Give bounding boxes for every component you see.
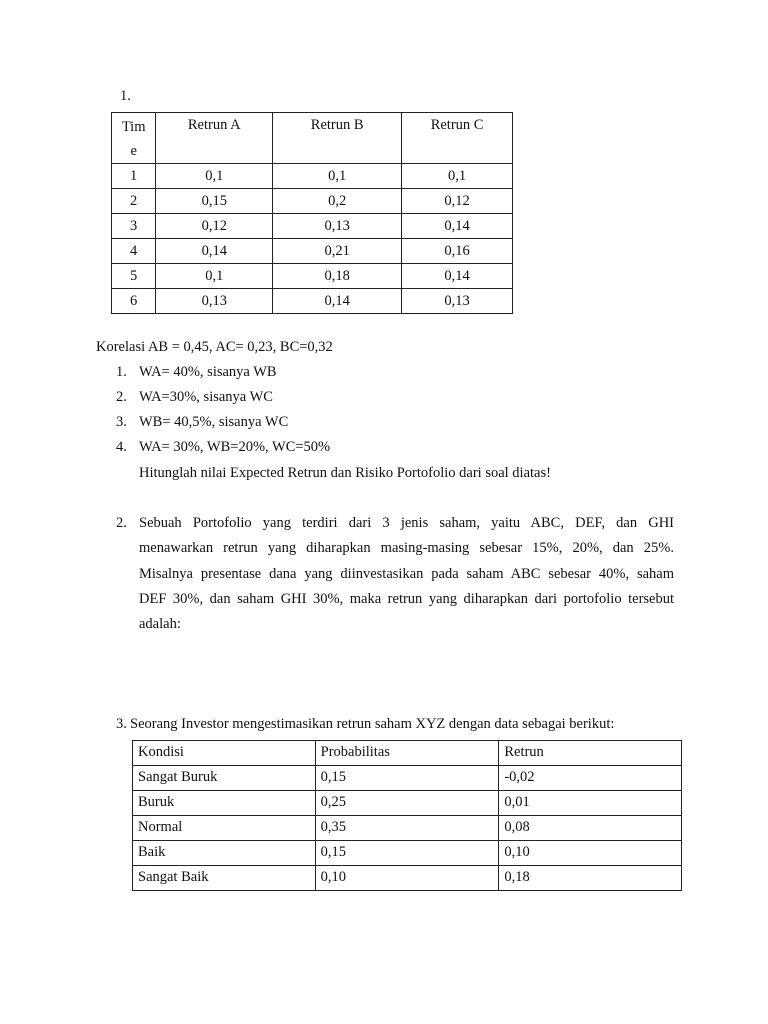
cell-condition: Normal [133, 816, 316, 841]
list-item-text: WA= 30%, WB=20%, WC=50% [139, 439, 331, 455]
cell-return-a: 0,15 [156, 189, 273, 214]
problem-1-number: 1. [120, 88, 131, 104]
cell-return-c: 0,14 [402, 264, 513, 289]
table-row [112, 239, 513, 264]
header-time [112, 113, 156, 164]
table-row [133, 791, 682, 816]
cell-return-c: 0,12 [402, 189, 513, 214]
problem-2-line: DEF 30%, dan saham GHI 30%, maka retrun yang diharapkan dari portofolio tersebut [139, 591, 674, 607]
list-item-number: 1. [116, 364, 127, 380]
table-header-row [133, 741, 682, 766]
table-row [133, 841, 682, 866]
scenario-table [132, 740, 682, 891]
cell-time: 2 [112, 189, 156, 214]
header-return: Retrun [499, 741, 682, 766]
cell-probability: 0,15 [315, 841, 499, 866]
cell-probability: 0,15 [315, 766, 499, 791]
header-return-a: Retrun A [156, 113, 273, 164]
header-probability: Probabilitas [315, 741, 499, 766]
table-row [112, 214, 513, 239]
problem-2-number: 2. [116, 515, 127, 531]
table-row [112, 189, 513, 214]
table-header-row [112, 113, 513, 164]
cell-condition: Buruk [133, 791, 316, 816]
cell-return-b: 0,18 [273, 264, 402, 289]
cell-probability: 0,35 [315, 816, 499, 841]
list-item-text: WA= 40%, sisanya WB [139, 364, 277, 380]
cell-return-a: 0,1 [156, 264, 273, 289]
cell-time: 3 [112, 214, 156, 239]
problem-3-number: 3. [116, 716, 127, 732]
table-row [133, 766, 682, 791]
cell-return-a: 0,14 [156, 239, 273, 264]
list-item-number: 3. [116, 414, 127, 430]
cell-condition: Baik [133, 841, 316, 866]
problem-2-line: Misalnya presentase dana yang diinvestasikan pada saham ABC sebesar 40%, saham [139, 566, 674, 582]
cell-return-b: 0,21 [273, 239, 402, 264]
instruction-text: Hitunglah nilai Expected Retrun dan Risiko Portofolio dari soal diatas! [139, 465, 551, 481]
list-item-text: WA=30%, sisanya WC [139, 389, 273, 405]
cell-return-b: 0,13 [273, 214, 402, 239]
header-return-c: Retrun C [402, 113, 513, 164]
header-time-line-1: Tim [121, 119, 146, 135]
cell-probability: 0,25 [315, 791, 499, 816]
cell-return-a: 0,13 [156, 289, 273, 314]
returns-table [111, 112, 513, 314]
table-row [112, 289, 513, 314]
cell-return-b: 0,2 [273, 189, 402, 214]
correlation-text: Korelasi AB = 0,45, AC= 0,23, BC=0,32 [96, 339, 333, 355]
cell-return-c: 0,14 [402, 214, 513, 239]
problem-2-line: adalah: [139, 616, 181, 632]
problem-2-line: Sebuah Portofolio yang terdiri dari 3 jenis saham, yaitu ABC, DEF, dan GHI [139, 515, 674, 531]
cell-condition: Sangat Baik [133, 866, 316, 891]
problem-2-line: menawarkan retrun yang diharapkan masing-masing sebesar 15%, 20%, dan 25%. [139, 540, 674, 556]
cell-time: 6 [112, 289, 156, 314]
cell-return-a: 0,12 [156, 214, 273, 239]
list-item-number: 4. [116, 439, 127, 455]
header-return-b: Retrun B [273, 113, 402, 164]
header-condition: Kondisi [133, 741, 316, 766]
table-row [112, 164, 513, 189]
cell-time: 1 [112, 164, 156, 189]
cell-condition: Sangat Buruk [133, 766, 316, 791]
cell-return-c: 0,13 [402, 289, 513, 314]
cell-return: 0,18 [499, 866, 682, 891]
cell-time: 5 [112, 264, 156, 289]
table-row [133, 816, 682, 841]
cell-time: 4 [112, 239, 156, 264]
list-item-text: WB= 40,5%, sisanya WC [139, 414, 289, 430]
list-item-number: 2. [116, 389, 127, 405]
cell-probability: 0,10 [315, 866, 499, 891]
problem-3-intro: Seorang Investor mengestimasikan retrun saham XYZ dengan data sebagai berikut: [130, 716, 615, 732]
cell-return: 0,08 [499, 816, 682, 841]
cell-return: 0,01 [499, 791, 682, 816]
cell-return: 0,10 [499, 841, 682, 866]
header-time-line-2: e [130, 143, 137, 159]
cell-return-c: 0,16 [402, 239, 513, 264]
cell-return-a: 0,1 [156, 164, 273, 189]
table-row [112, 264, 513, 289]
table-row [133, 866, 682, 891]
cell-return-b: 0,1 [273, 164, 402, 189]
cell-return: -0,02 [499, 766, 682, 791]
cell-return-b: 0,14 [273, 289, 402, 314]
cell-return-c: 0,1 [402, 164, 513, 189]
